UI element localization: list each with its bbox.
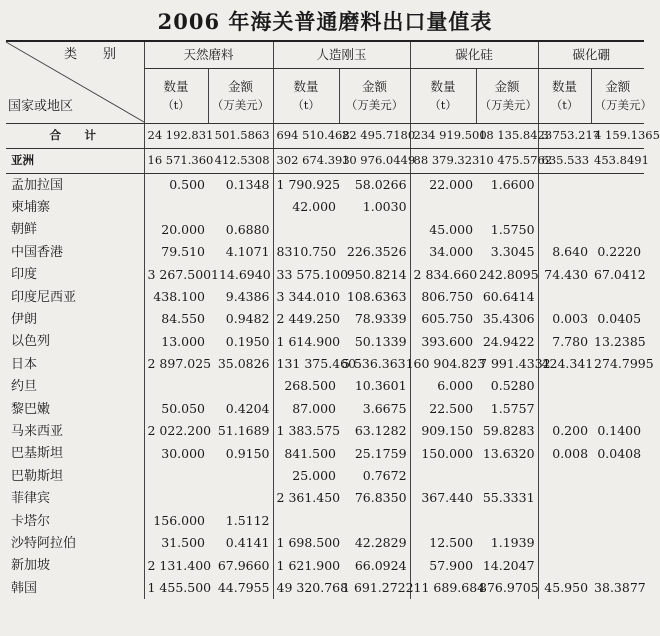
- amount-header: [208, 69, 273, 124]
- row-label: 伊朗: [11, 312, 38, 328]
- quantity-header: [410, 69, 476, 124]
- quantity-unit: （t）: [429, 98, 457, 112]
- table-cell: [591, 398, 644, 420]
- table-cell: [538, 174, 591, 197]
- table-row: [6, 286, 644, 308]
- table-cell: 84.550: [144, 308, 208, 330]
- row-label: 新加坡: [11, 558, 51, 574]
- table-cell: 3 344.010: [273, 286, 339, 308]
- table-cell: 2 022.200: [144, 420, 208, 442]
- table-cell: [208, 487, 273, 509]
- table-cell: 0.0405: [597, 311, 642, 327]
- table-cell: [538, 376, 591, 398]
- table-cell: [591, 510, 644, 532]
- table-cell: [591, 376, 644, 398]
- amount-header: [591, 69, 653, 124]
- table-cell: 0.6880: [225, 221, 270, 237]
- amount-unit: （万美元）: [594, 98, 653, 112]
- table-cell: [339, 510, 410, 532]
- amount-unit: （万美元）: [345, 98, 404, 112]
- table-row: [6, 376, 644, 398]
- table-cell: 33 575.100: [273, 264, 339, 286]
- table-cell: 57.900: [410, 555, 476, 577]
- quantity-unit: （t）: [550, 98, 579, 112]
- table-row: [6, 465, 644, 487]
- table-cell: 0.500: [144, 174, 208, 197]
- table-cell: 13.2385: [594, 333, 646, 349]
- quantity-header: [538, 69, 591, 124]
- table-cell: [591, 487, 644, 509]
- table-cell: 0.4204: [225, 400, 270, 416]
- group-natural-abrasive: 天然磨料: [144, 41, 273, 69]
- group-artificial-corundum: 人造刚玉: [273, 41, 410, 69]
- row-label: 沙特阿拉伯: [11, 535, 77, 551]
- header-groups-row: [6, 41, 644, 69]
- row-label: 印度尼西亚: [11, 289, 77, 305]
- table-cell: [410, 196, 476, 218]
- table-cell: 67.0412: [594, 266, 646, 282]
- table-cell: 79.510: [144, 241, 208, 263]
- row-label: 中国香港: [11, 244, 64, 260]
- table-cell: 226.3526: [346, 244, 407, 260]
- table-row: [6, 264, 644, 286]
- quantity-header: [144, 69, 208, 124]
- table-cell: 0.1400: [597, 423, 642, 439]
- table-cell: 2 361.450: [273, 487, 339, 509]
- table-cell: 0.5280: [490, 378, 535, 394]
- table-cell: 45.000: [410, 219, 476, 241]
- table-cell: 0.0408: [597, 445, 642, 461]
- table-cell: 1.5112: [225, 512, 270, 528]
- table-cell: 8310.750: [273, 241, 339, 263]
- quantity-label: 数量: [552, 78, 578, 94]
- table-cell: 274.7995: [594, 356, 654, 372]
- table-cell: [208, 376, 273, 398]
- table-cell: 841.500: [273, 443, 339, 465]
- table-cell: 34.000: [410, 241, 476, 263]
- table-row: [6, 487, 644, 509]
- corner-header: [6, 41, 144, 124]
- table-cell: [273, 510, 339, 532]
- row-label: 柬埔寨: [11, 200, 51, 216]
- table-cell: 3 267.500: [144, 264, 208, 286]
- table-cell: 108.6363: [346, 288, 407, 304]
- table-cell: 2 834.660: [410, 264, 476, 286]
- table-cell: 453.8491: [591, 149, 644, 174]
- quantity-label: 数量: [293, 78, 319, 94]
- table-cell: [339, 219, 410, 241]
- table-cell: [591, 174, 644, 197]
- table-cell: 0.2220: [597, 244, 642, 260]
- table-row: [6, 308, 644, 330]
- row-label: 亚洲: [6, 149, 144, 174]
- table-cell: 11 689.684: [410, 577, 476, 599]
- table-cell: 0.9150: [225, 445, 270, 461]
- table-cell: 24 192.831: [144, 124, 208, 149]
- table-cell: 87.000: [273, 398, 339, 420]
- table-cell: [144, 376, 208, 398]
- table-cell: 30.000: [144, 443, 208, 465]
- quantity-label: 数量: [163, 78, 189, 94]
- table-cell: 4.1071: [225, 244, 270, 260]
- table-cell: 909.150: [410, 420, 476, 442]
- table-cell: 18 135.8423: [476, 124, 538, 149]
- table-cell: 950.8214: [346, 266, 407, 282]
- table-cell: 6.000: [410, 376, 476, 398]
- table-row: [6, 532, 644, 554]
- quantity-label: 数量: [430, 78, 456, 94]
- table-cell: 35.0826: [217, 356, 270, 372]
- table-cell: 14.2047: [482, 557, 535, 573]
- table-row: [6, 555, 644, 577]
- table-cell: 1 790.925: [273, 174, 339, 197]
- table-cell: 49 320.768: [273, 577, 339, 599]
- table-cell: 2 131.400: [144, 555, 208, 577]
- table-cell: 302 674.393: [273, 149, 339, 174]
- table-cell: [208, 196, 273, 218]
- table-cell: [538, 219, 591, 241]
- table-cell: [591, 196, 644, 218]
- table-cell: 1.5757: [490, 400, 535, 416]
- table-cell: 12.500: [410, 532, 476, 554]
- table-cell: 424.341: [538, 353, 591, 375]
- table-cell: 0.008: [538, 443, 591, 465]
- table-cell: 22 495.7180: [339, 124, 410, 149]
- table-cell: 1.1939: [490, 535, 535, 551]
- table-cell: 150.000: [410, 443, 476, 465]
- table-cell: 2 897.025: [144, 353, 208, 375]
- row-label: 韩国: [11, 580, 38, 596]
- table-cell: 5 536.3631: [342, 356, 414, 372]
- region-row-asia: [6, 149, 644, 174]
- table-cell: 42.2829: [354, 535, 407, 551]
- table-cell: 7.780: [538, 331, 591, 353]
- row-label: 合 计: [6, 124, 144, 149]
- table-cell: [410, 510, 476, 532]
- table-cell: 0.1348: [225, 176, 270, 192]
- amount-label: 金额: [362, 78, 388, 94]
- table-cell: 0.200: [538, 420, 591, 442]
- table-cell: 16 571.360: [144, 149, 208, 174]
- table-cell: 35.4306: [482, 311, 535, 327]
- table-cell: 1.5750: [490, 221, 535, 237]
- row-label: 巴勒斯坦: [11, 468, 64, 484]
- table-cell: 367.440: [410, 487, 476, 509]
- corner-region-label: 国家或地区: [8, 99, 74, 114]
- table-cell: [538, 196, 591, 218]
- table-cell: [591, 532, 644, 554]
- table-cell: [476, 465, 538, 487]
- table-row: [6, 353, 644, 375]
- total-row: [6, 124, 644, 149]
- table-cell: [538, 555, 591, 577]
- table-cell: [410, 465, 476, 487]
- table-cell: 31.500: [144, 532, 208, 554]
- row-label: 以色列: [11, 334, 51, 350]
- table-cell: [144, 196, 208, 218]
- table-cell: [208, 465, 273, 487]
- quantity-unit: （t）: [162, 98, 190, 112]
- table-cell: 20.000: [144, 219, 208, 241]
- table-cell: 10 976.0449: [339, 149, 410, 174]
- table-cell: 438.100: [144, 286, 208, 308]
- table-cell: 45.950: [538, 577, 591, 599]
- table-cell: [538, 532, 591, 554]
- row-label: 约旦: [11, 379, 38, 395]
- table-cell: 268.500: [273, 376, 339, 398]
- table-cell: 806.750: [410, 286, 476, 308]
- table-cell: 22.500: [410, 398, 476, 420]
- row-label: 黎巴嫩: [11, 401, 51, 417]
- table-row: [6, 196, 644, 218]
- corner-category-label: 类 别: [64, 47, 117, 62]
- export-table: [6, 40, 660, 599]
- table-cell: 1 383.575: [273, 420, 339, 442]
- table-cell: 60 904.823: [410, 353, 476, 375]
- table-title: 2006 年海关普通磨料出口量值表: [157, 9, 493, 34]
- table-row: [6, 219, 644, 241]
- table-cell: 4 159.1365: [591, 124, 644, 149]
- table-cell: 25.000: [273, 465, 339, 487]
- table-cell: 501.5863: [208, 124, 273, 149]
- table-cell: 51.1689: [217, 423, 270, 439]
- table-cell: 1 691.2722: [342, 579, 414, 595]
- table-cell: 76.8350: [354, 490, 407, 506]
- table-cell: 42.000: [273, 196, 339, 218]
- row-label: 印度: [11, 267, 38, 283]
- table-row: [6, 331, 644, 353]
- table-cell: [476, 196, 538, 218]
- table-cell: 55.3331: [482, 490, 535, 506]
- quantity-header: [273, 69, 339, 124]
- group-boron-carbide: 碳化硼: [538, 41, 644, 69]
- table-row: [6, 398, 644, 420]
- table-cell: 44.7955: [217, 579, 270, 595]
- row-label: 菲律宾: [11, 491, 51, 507]
- table-cell: 1 621.900: [273, 555, 339, 577]
- table-cell: [476, 510, 538, 532]
- table-cell: [538, 398, 591, 420]
- table-cell: 694 510.468: [273, 124, 339, 149]
- table-cell: 412.5308: [208, 149, 273, 174]
- table-cell: 22.000: [410, 174, 476, 197]
- table-cell: 25.1759: [354, 445, 407, 461]
- table-cell: 131 375.460: [273, 353, 339, 375]
- table-cell: 13.000: [144, 331, 208, 353]
- table-cell: 50.1339: [354, 333, 407, 349]
- row-label: 马来西亚: [11, 423, 64, 439]
- table-cell: 58.0266: [354, 176, 407, 192]
- table-cell: 9.4386: [225, 288, 270, 304]
- table-cell: 88 379.323: [410, 149, 476, 174]
- table-cell: 13.6320: [482, 445, 535, 461]
- table-cell: 24.9422: [482, 333, 535, 349]
- table-cell: [538, 487, 591, 509]
- table-cell: 1 614.900: [273, 331, 339, 353]
- amount-label: 金额: [228, 78, 254, 94]
- quantity-unit: （t）: [292, 98, 320, 112]
- table-cell: [273, 219, 339, 241]
- table-cell: 66.0924: [354, 557, 407, 573]
- table-cell: 876.9705: [479, 579, 539, 595]
- table-cell: 10 475.5762: [476, 149, 538, 174]
- table-cell: 74.430: [538, 264, 591, 286]
- table-cell: [591, 286, 644, 308]
- table-cell: 114.6940: [211, 266, 271, 282]
- table-cell: 38.3877: [594, 579, 646, 595]
- row-label: 孟加拉国: [11, 177, 64, 193]
- amount-unit: （万美元）: [479, 98, 538, 112]
- table-row: [6, 174, 644, 197]
- table-cell: 2 449.250: [273, 308, 339, 330]
- table-cell: 63.1282: [354, 423, 407, 439]
- table-cell: 1.6600: [490, 176, 535, 192]
- table-cell: 605.750: [410, 308, 476, 330]
- table-cell: [591, 219, 644, 241]
- row-label: 巴基斯坦: [11, 446, 64, 462]
- table-cell: 635.533: [538, 149, 591, 174]
- table-cell: [538, 286, 591, 308]
- table-row: [6, 577, 644, 599]
- table-cell: 3.6675: [362, 400, 407, 416]
- amount-unit: （万美元）: [211, 98, 270, 112]
- table-cell: [144, 465, 208, 487]
- table-row: [6, 443, 644, 465]
- row-label: 卡塔尔: [11, 513, 51, 529]
- table-row: [6, 420, 644, 442]
- table-cell: [144, 487, 208, 509]
- table-cell: 0.1950: [225, 333, 270, 349]
- table-cell: 1 698.500: [273, 532, 339, 554]
- table-cell: 60.6414: [482, 288, 535, 304]
- table-cell: 1.0030: [362, 199, 407, 215]
- amount-header: [476, 69, 538, 124]
- table-row: [6, 241, 644, 263]
- table-cell: 156.000: [144, 510, 208, 532]
- table-cell: 242.8095: [479, 266, 539, 282]
- table-cell: 67.9660: [217, 557, 270, 573]
- table-cell: 234 919.500: [410, 124, 476, 149]
- table-cell: 10.3601: [354, 378, 407, 394]
- amount-header: [339, 69, 410, 124]
- table-cell: 7 991.4332: [479, 356, 551, 372]
- table-cell: [591, 465, 644, 487]
- table-cell: [538, 465, 591, 487]
- table-cell: 3 753.217: [538, 124, 591, 149]
- amount-label: 金额: [605, 78, 631, 94]
- group-silicon-carbide: 碳化硅: [410, 41, 538, 69]
- table-cell: 1 455.500: [144, 577, 208, 599]
- table-cell: 0.4141: [225, 535, 270, 551]
- table-cell: 3.3045: [490, 244, 535, 260]
- table-cell: [591, 555, 644, 577]
- table-cell: 8.640: [538, 241, 591, 263]
- table-cell: 59.8283: [482, 423, 535, 439]
- table-cell: 0.003: [538, 308, 591, 330]
- table-cell: [538, 510, 591, 532]
- row-label: 日本: [11, 356, 38, 372]
- table-cell: 0.7672: [362, 468, 407, 484]
- table-cell: 50.050: [144, 398, 208, 420]
- row-label: 朝鲜: [11, 222, 38, 238]
- amount-label: 金额: [494, 78, 520, 94]
- table-cell: 393.600: [410, 331, 476, 353]
- table-cell: 0.9482: [225, 311, 270, 327]
- table-cell: 78.9339: [354, 311, 407, 327]
- table-row: [6, 510, 644, 532]
